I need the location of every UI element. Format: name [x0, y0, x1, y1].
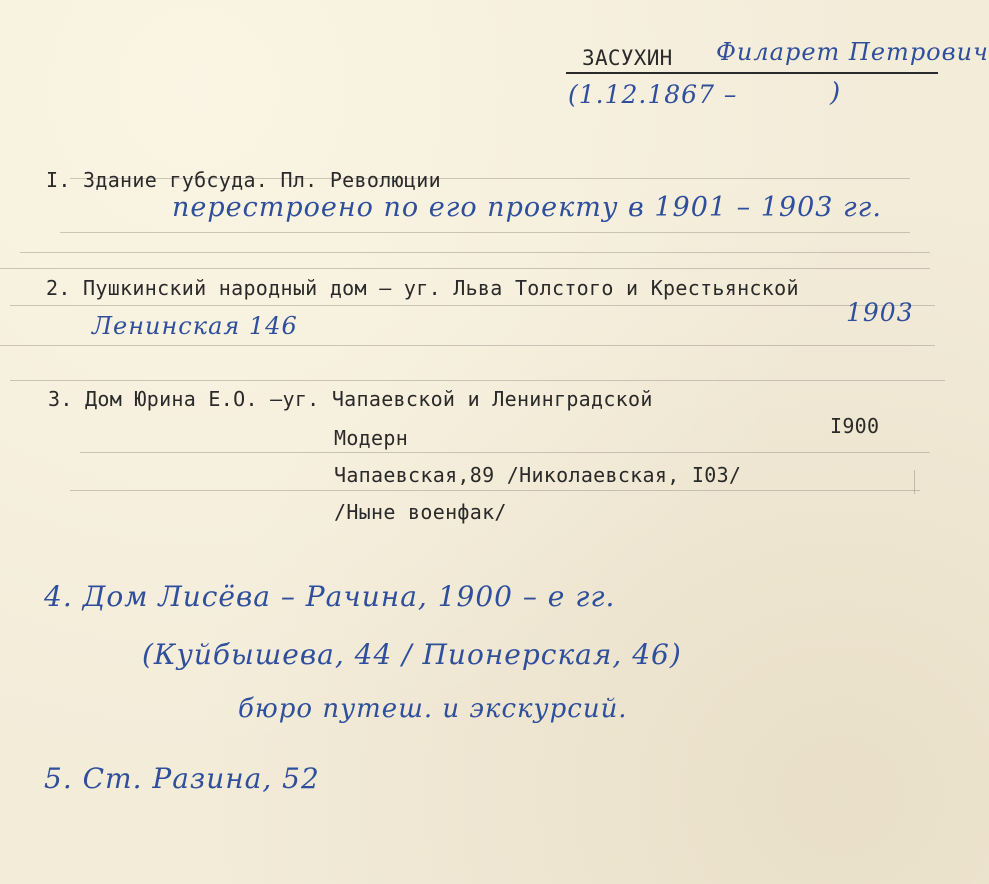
ruled-line	[20, 252, 930, 253]
entry-3-note: /Ныне военфак/	[334, 500, 507, 524]
ruled-line	[10, 305, 935, 306]
ruled-line	[70, 490, 920, 491]
ruled-line	[10, 380, 945, 381]
entry-5-hand: 5. Ст. Разина, 52	[44, 762, 320, 795]
entry-2-hand: Ленинская 146	[92, 312, 298, 340]
entry-1-hand: перестроено по его проекту в 1901 – 1903 гг.	[172, 192, 882, 223]
header-underline	[566, 72, 938, 74]
entry-2-typed: 2. Пушкинский народный дом – уг. Льва Толстого и Крестьянской	[46, 276, 799, 300]
entry-1-typed: I. Здание губсуда. Пл. Революции	[46, 168, 441, 192]
given-names: Филарет Петрович	[716, 38, 989, 66]
life-dates-close: )	[830, 78, 842, 108]
entry-4-line-1: 4. Дом Лисёва – Рачина, 1900 – е гг.	[44, 580, 616, 613]
entry-3-typed: 3. Дом Юрина Е.О. –уг. Чапаевской и Ленинградской	[48, 387, 653, 411]
entry-3-style: Модерн	[334, 426, 409, 450]
ruled-tick	[914, 470, 915, 494]
entry-3-year: I900	[830, 414, 880, 438]
life-dates-open: (1.12.1867 –	[568, 80, 738, 109]
ruled-line	[0, 345, 935, 346]
entry-4-line-2: (Куйбышева, 44 / Пионерская, 46)	[142, 638, 682, 671]
surname: ЗАСУХИН	[582, 46, 673, 70]
ruled-line	[80, 452, 930, 453]
entry-4-line-3: бюро путеш. и экскурсий.	[238, 694, 628, 724]
entry-2-year: 1903	[846, 298, 914, 327]
ruled-line	[60, 232, 910, 233]
entry-3-address: Чапаевская,89 /Николаевская, I03/	[334, 463, 742, 487]
ruled-line	[0, 268, 930, 269]
